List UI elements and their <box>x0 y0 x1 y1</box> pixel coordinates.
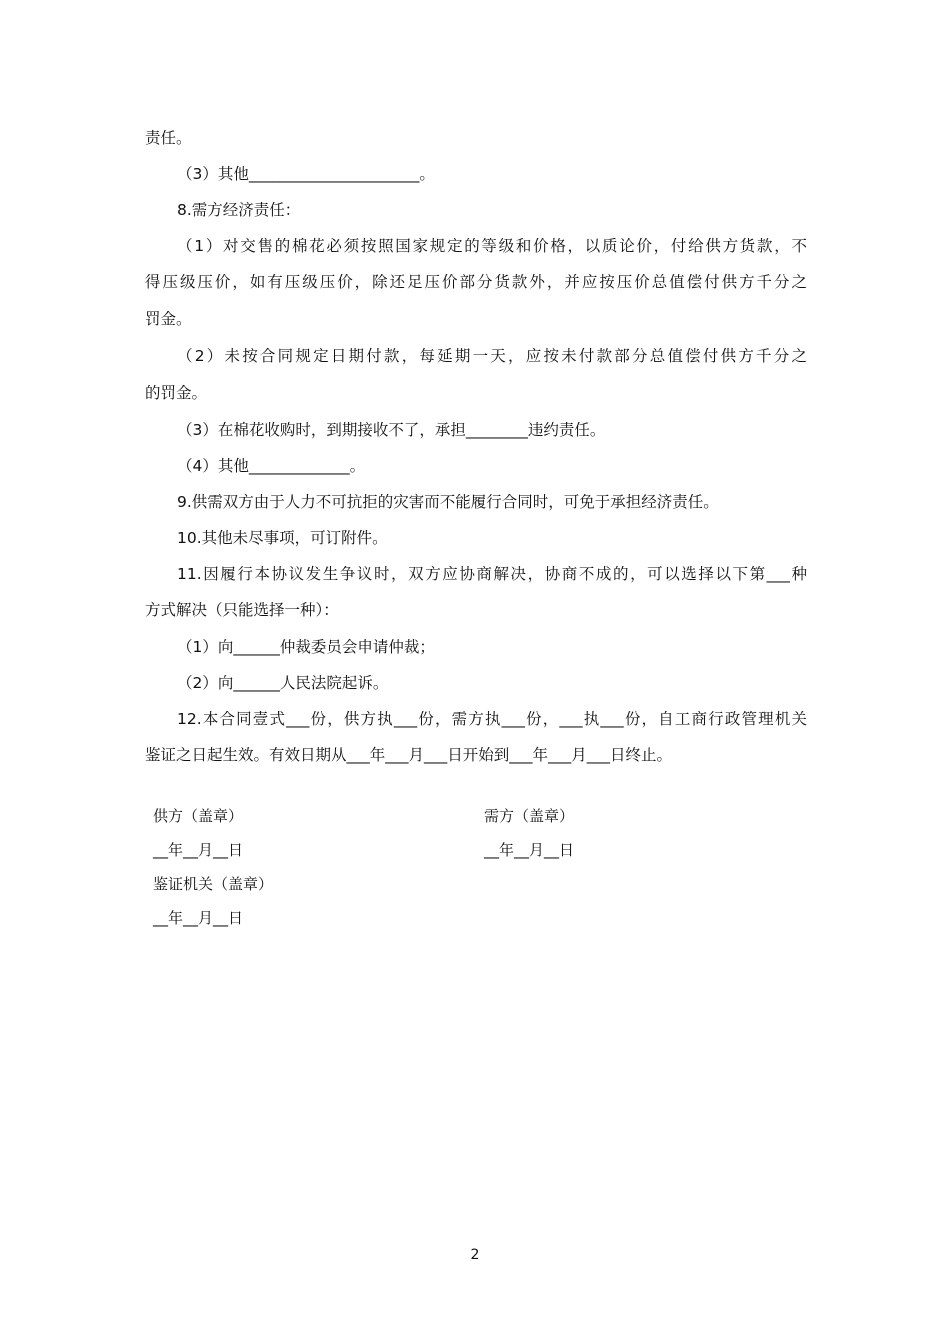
supplier-date: __年__月__日 <box>153 841 244 859</box>
text-line: （1）向______仲裁委员会申请仲裁； <box>177 638 435 656</box>
buyer-seal-label: 需方（盖章） <box>484 807 575 825</box>
buyer-date: __年__月__日 <box>484 841 575 859</box>
text-line: 得压级压价，如有压级压价，除还足压价部分货款外，并应按压价总值偿付供方千分之 <box>145 273 807 291</box>
text-line: 的罚金。 <box>145 384 208 402</box>
text-line: 方式解决（只能选择一种）： <box>145 601 339 619</box>
clause-heading: 8.需方经济责任： <box>177 201 301 219</box>
clause-heading: 10.其他未尽事项，可订附件。 <box>177 529 388 547</box>
text-line: 鉴证之日起生效。有效日期从___年___月___日开始到___年___月___日终止。 <box>145 746 673 764</box>
clause-heading: 12.本合同壹式___份，供方执___份，需方执___份，___执___份，自工商行政管理机关 <box>177 710 807 728</box>
text-line: （2）未按合同规定日期付款，每延期一天，应按未付款部分总值偿付供方千分之 <box>177 347 807 365</box>
supplier-seal-label: 供方（盖章） <box>153 807 244 825</box>
text-line: （1）对交售的棉花必须按照国家规定的等级和价格，以质论价，付给供方货款，不 <box>177 237 807 255</box>
clause-heading: 9.供需双方由于人力不可抗拒的灾害而不能履行合同时，可免于承担经济责任。 <box>177 493 719 511</box>
authority-seal-label: 鉴证机关（盖章） <box>153 875 274 893</box>
authority-date: __年__月__日 <box>153 909 244 927</box>
text-line: （3）在棉花收购时，到期接收不了，承担________违约责任。 <box>177 421 606 439</box>
text-line: （2）向______人民法院起诉。 <box>177 674 389 692</box>
text-line: （4）其他_____________。 <box>177 457 366 475</box>
clause-heading: 11.因履行本协议发生争议时，双方应协商解决，协商不成的，可以选择以下第___种 <box>177 565 807 583</box>
page-number: 2 <box>470 1247 480 1263</box>
text-line: 罚金。 <box>145 310 192 328</box>
text-line: （3）其他______________________。 <box>177 165 435 183</box>
text-line: 责任。 <box>145 129 192 147</box>
